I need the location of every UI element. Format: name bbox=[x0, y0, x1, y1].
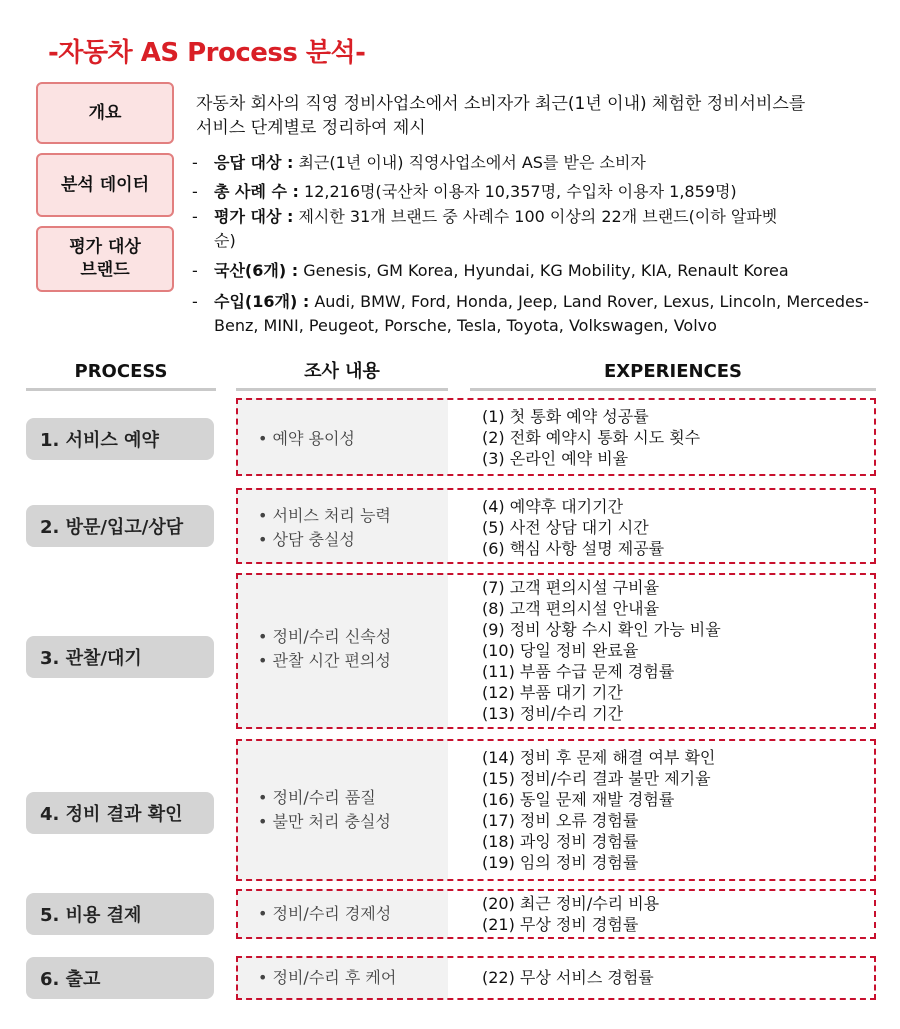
experience-item: (16) 동일 문제 재발 경험률 bbox=[482, 790, 675, 809]
analysis-data-label bbox=[36, 153, 174, 217]
process-step-3: 3. 관찰/대기 bbox=[26, 636, 214, 678]
page-title: -자동차 AS Process 분석- bbox=[48, 38, 366, 68]
import-cont: Benz, MINI, Peugeot, Porsche, Tesla, Toyota, Volkswagen, Volvo bbox=[214, 316, 717, 335]
process-header-rule bbox=[26, 388, 216, 391]
overview-label bbox=[36, 82, 174, 144]
respondents-text: 최근(1년 이내) 직영사업소에서 AS를 받은 소비자 bbox=[293, 153, 646, 172]
experience-item: (1) 첫 통화 예약 성공률 bbox=[482, 407, 649, 426]
targets-label: 평가 대상 : bbox=[214, 207, 294, 226]
process-step-1: 1. 서비스 예약 bbox=[26, 418, 214, 460]
targets-text: 제시한 31개 브랜드 중 사례수 100 이상의 22개 브랜드(이하 알파벳 bbox=[293, 207, 778, 226]
row-5-experiences bbox=[482, 893, 659, 935]
domestic-text: Genesis, GM Korea, Hyundai, KG Mobility, KIA, Renault Korea bbox=[298, 261, 789, 280]
experiences-header-rule bbox=[470, 388, 876, 391]
survey-header: 조사 내용 bbox=[304, 361, 380, 382]
bullet-cases: - 총 사례 수 : 12,216명(국산차 이용자 10,357명, 수입차 이용자 1,859명) bbox=[192, 182, 737, 201]
domestic-label: 국산(6개) : bbox=[214, 261, 299, 280]
target-brands-label-line1: 평가 대상 bbox=[69, 237, 141, 258]
analysis-data-label-text: 분석 데이터 bbox=[60, 174, 150, 195]
row-6-experiences bbox=[482, 967, 654, 988]
survey-item: • 예약 용이성 bbox=[258, 429, 355, 448]
overview-line-1: 자동차 회사의 직영 정비사업소에서 소비자가 최근(1년 이내) 체험한 정비서비스를 bbox=[196, 94, 806, 114]
row-3-experiences bbox=[482, 577, 721, 724]
experience-item: (10) 당일 정비 완료율 bbox=[482, 641, 639, 660]
experience-item: (13) 정비/수리 기간 bbox=[482, 704, 624, 723]
experience-item: (11) 부품 수급 문제 경험률 bbox=[482, 662, 675, 681]
survey-header-rule bbox=[236, 388, 448, 391]
experience-item: (14) 정비 후 문제 해결 여부 확인 bbox=[482, 748, 716, 767]
overview-line-2: 서비스 단계별로 정리하여 제시 bbox=[196, 118, 426, 138]
experience-item: (22) 무상 서비스 경험률 bbox=[482, 968, 654, 987]
experience-item: (18) 과잉 정비 경험률 bbox=[482, 832, 639, 851]
survey-item: • 서비스 처리 능력 bbox=[258, 506, 391, 525]
experience-item: (3) 온라인 예약 비율 bbox=[482, 449, 629, 468]
survey-item: • 정비/수리 품질 bbox=[258, 788, 376, 807]
experience-item: (5) 사전 상담 대기 시간 bbox=[482, 518, 649, 537]
process-step-6: 6. 출고 bbox=[26, 957, 214, 999]
cases-label: 총 사례 수 : bbox=[214, 182, 299, 201]
respondents-label: 응답 대상 : bbox=[214, 153, 294, 172]
experience-item: (15) 정비/수리 결과 불만 제기율 bbox=[482, 769, 711, 788]
survey-item: • 관찰 시간 편의성 bbox=[258, 651, 391, 670]
bullet-targets: - 평가 대상 : 제시한 31개 브랜드 중 사례수 100 이상의 22개 브랜드(이하 알파벳 순) bbox=[192, 205, 872, 253]
experience-item: (2) 전화 예약시 통화 시도 횟수 bbox=[482, 428, 701, 447]
row-4-experiences bbox=[482, 747, 715, 873]
experience-item: (21) 무상 정비 경험률 bbox=[482, 915, 639, 934]
row-1-experiences bbox=[482, 406, 700, 469]
process-step-5: 5. 비용 결제 bbox=[26, 893, 214, 935]
survey-item: • 상담 충실성 bbox=[258, 530, 355, 549]
survey-item: • 정비/수리 후 케어 bbox=[258, 968, 397, 987]
bullet-respondents: - 응답 대상 : 최근(1년 이내) 직영사업소에서 AS를 받은 소비자 bbox=[192, 153, 646, 172]
target-brands-label-line2: 브랜드 bbox=[80, 260, 130, 280]
experience-item: (20) 최근 정비/수리 비용 bbox=[482, 894, 660, 913]
experience-item: (4) 예약후 대기기간 bbox=[482, 497, 624, 516]
overview-label-text: 개요 bbox=[88, 102, 122, 123]
bullet-import: - 수입(16개) : Audi, BMW, Ford, Honda, Jeep, Land Rover, Lexus, Lincoln, Mercedes- Benz, MINI, Peugeot, Porsche, Tesla, Toyota, Volkswagen, Volvo bbox=[192, 290, 872, 338]
targets-cont: 순) bbox=[214, 231, 236, 250]
experience-item: (12) 부품 대기 기간 bbox=[482, 683, 623, 702]
survey-item: • 정비/수리 신속성 bbox=[258, 627, 392, 646]
experience-item: (6) 핵심 사항 설명 제공률 bbox=[482, 539, 665, 558]
import-text: Audi, BMW, Ford, Honda, Jeep, Land Rover, Lexus, Lincoln, Mercedes- bbox=[309, 292, 869, 311]
experience-item: (19) 임의 정비 경험률 bbox=[482, 853, 639, 872]
survey-item: • 정비/수리 경제성 bbox=[258, 904, 392, 923]
survey-item: • 불만 처리 충실성 bbox=[258, 812, 391, 831]
process-step-2: 2. 방문/입고/상담 bbox=[26, 505, 214, 547]
overview-text bbox=[196, 92, 876, 140]
bullet-domestic: - 국산(6개) : Genesis, GM Korea, Hyundai, KG Mobility, KIA, Renault Korea bbox=[192, 261, 789, 280]
import-label: 수입(16개) : bbox=[214, 292, 310, 311]
experience-item: (7) 고객 편의시설 구비율 bbox=[482, 578, 660, 597]
process-step-4: 4. 정비 결과 확인 bbox=[26, 792, 214, 834]
process-header: PROCESS bbox=[74, 361, 168, 382]
experience-item: (8) 고객 편의시설 안내율 bbox=[482, 599, 660, 618]
cases-text: 12,216명(국산차 이용자 10,357명, 수입차 이용자 1,859명) bbox=[298, 182, 737, 201]
target-brands-label bbox=[36, 226, 174, 292]
experience-item: (9) 정비 상황 수시 확인 가능 비율 bbox=[482, 620, 721, 639]
experience-item: (17) 정비 오류 경험률 bbox=[482, 811, 639, 830]
row-2-experiences bbox=[482, 496, 664, 559]
experiences-header: EXPERIENCES bbox=[603, 361, 743, 382]
